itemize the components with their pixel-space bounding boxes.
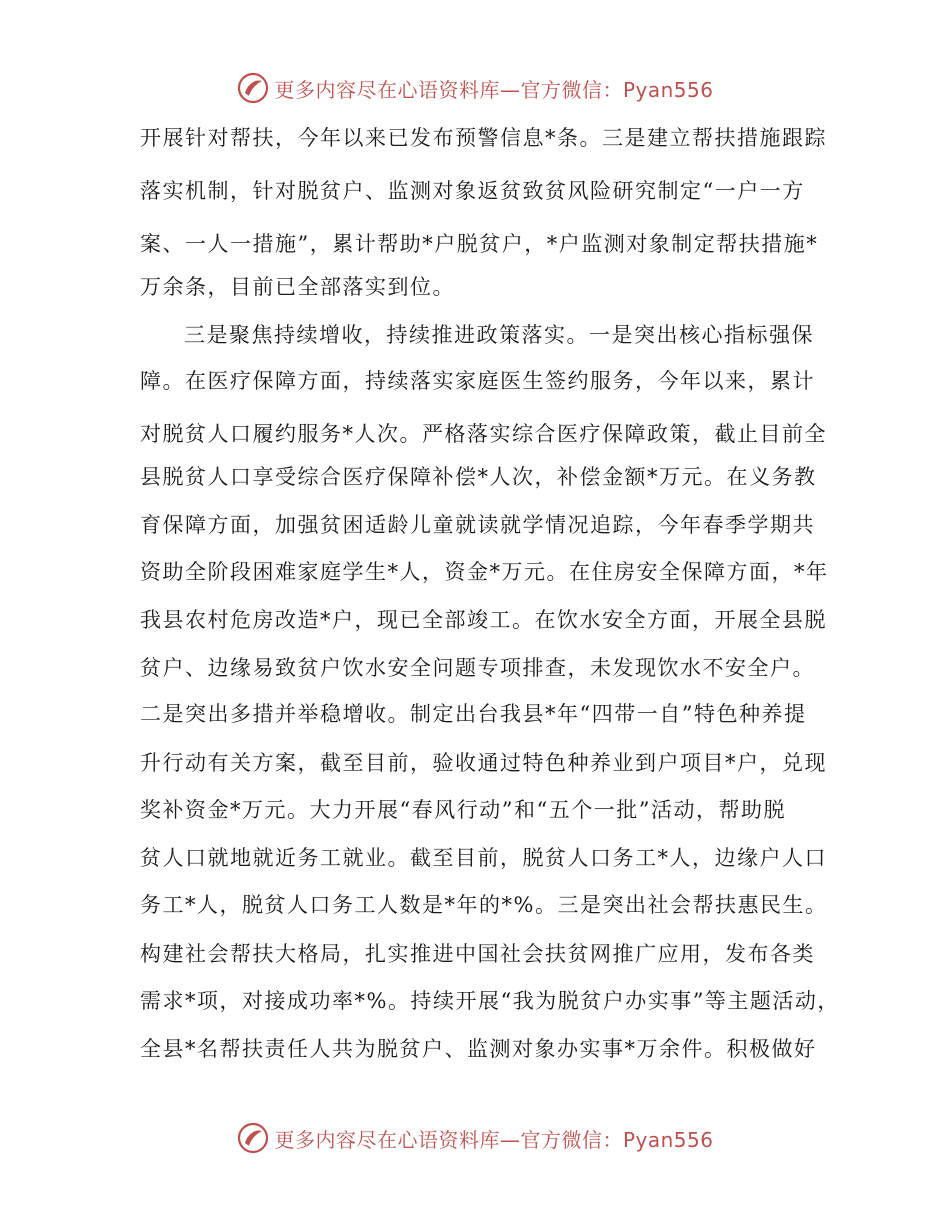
body-line: 升行动有关方案，截至目前，验收通过特色种养业到户项目*户，兑现 xyxy=(140,751,827,775)
body-line: 县脱贫人口享受综合医疗保障补偿*人次，补偿金额*万元。在义务教 xyxy=(140,465,817,489)
footer-banner-text: 更多内容尽在心语资料库—官方微信：Pyan556 xyxy=(274,1127,714,1152)
body-line: 需求*项，对接成功率*%。持续开展“我为脱贫户办实事”等主题活动， xyxy=(140,989,840,1013)
body-line: 落实机制，针对脱贫户、监测对象返贫致贫风险研究制定“一户一方 xyxy=(140,179,805,203)
body-line: 务工*人，脱贫人口务工人数是*年的*%。三是突出社会帮扶惠民生。 xyxy=(140,893,828,917)
body-line: 贫户、边缘易致贫户饮水安全问题专项排查，未发现饮水不安全户。 xyxy=(140,656,815,680)
body-line: 全县*名帮扶责任人共为脱贫户、监测对象办实事*万余件。积极做好 xyxy=(140,1037,817,1061)
body-line: 对脱贫人口履约服务*人次。严格落实综合医疗保障政策，截止目前全 xyxy=(140,422,827,446)
body-line: 贫人口就地就近务工就业。截至目前，脱贫人口务工*人，边缘户人口 xyxy=(140,846,827,870)
body-line: 二是突出多措并举稳增收。制定出台我县*年“四带一自”特色种养提 xyxy=(140,702,807,726)
body-line: 我县农村危房改造*户，现已全部竣工。在饮水安全方面，开展全县脱 xyxy=(140,608,827,632)
body-line: 育保障方面，加强贫困适龄儿童就读就学情况追踪，今年春季学期共 xyxy=(140,513,815,537)
footer-watermark-banner xyxy=(0,1118,950,1158)
body-line: 开展针对帮扶，今年以来已发布预警信息*条。三是建立帮扶措施跟踪 xyxy=(140,126,827,150)
body-line: 构建社会帮扶大格局，扎实推进中国社会扶贫网推广应用，发布各类 xyxy=(140,942,815,966)
body-line: 障。在医疗保障方面，持续落实家庭医生签约服务，今年以来，累计 xyxy=(140,369,815,393)
body-line: 奖补资金*万元。大力开展“春风行动”和“五个一批”活动，帮助脱 xyxy=(140,798,786,822)
body-line: 资助全阶段困难家庭学生*人，资金*万元。在住房安全保障方面，*年 xyxy=(140,560,829,584)
brand-logo-icon xyxy=(236,1121,270,1155)
header-banner-text: 更多内容尽在心语资料库—官方微信：Pyan556 xyxy=(274,77,714,102)
body-line: 三是聚焦持续增收，持续推进政策落实。一是突出核心指标强保 xyxy=(184,323,814,347)
body-line: 案、一人一措施”，累计帮助*户脱贫户，*户监测对象制定帮扶措施* xyxy=(140,232,819,256)
body-line: 万余条，目前已全部落实到位。 xyxy=(140,275,455,299)
